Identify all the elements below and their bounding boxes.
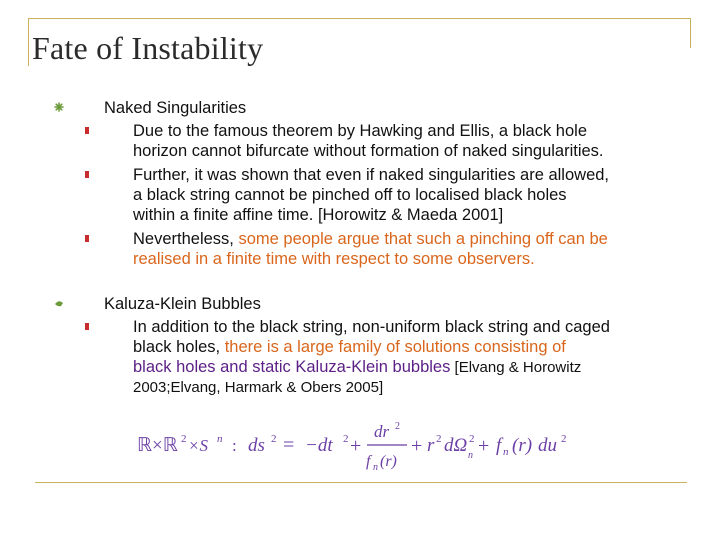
section-heading-kaluza-klein: Kaluza-Klein Bubbles xyxy=(104,295,261,313)
item-hawking-ellis xyxy=(133,121,604,161)
text-line: horizon cannot bifurcate without formation of naked singularities. xyxy=(133,142,604,160)
svg-text:2: 2 xyxy=(343,433,349,445)
formula-eq: = xyxy=(283,434,295,456)
text-emphasis: black holes and static Kaluza-Klein bubbles xyxy=(133,358,451,376)
citation: [Elvang & Horowitz xyxy=(450,359,582,376)
metric-formula xyxy=(135,418,595,478)
text-line: In addition to the black string, non-uniform black string and caged xyxy=(133,318,610,336)
formula-colon: : xyxy=(232,436,237,455)
svg-text:+: + xyxy=(411,435,423,457)
frame-right-rule xyxy=(690,18,691,48)
text-highlight: there is a large family of solutions consisting of xyxy=(224,338,566,356)
formula-plus: + xyxy=(350,435,362,457)
text-highlight: realised in a finite time with respect to some observers. xyxy=(133,250,535,268)
formula-sub: n xyxy=(373,462,378,473)
text-plain: Nevertheless, xyxy=(133,230,239,248)
svg-text:n: n xyxy=(503,446,509,458)
formula-r: (r) xyxy=(380,453,397,470)
text-line: within a finite affine time. [Horowitz & Maeda 2001] xyxy=(133,206,504,224)
frame-top-rule xyxy=(28,18,690,19)
formula-s: ×S xyxy=(188,436,208,455)
section-bullet-icon xyxy=(54,102,64,112)
citation: 2003;Elvang, Harmark & Obers 2005] xyxy=(133,379,384,396)
text-plain: black holes, xyxy=(133,338,225,356)
svg-text:f: f xyxy=(496,435,502,456)
svg-text:+: + xyxy=(478,435,490,457)
svg-text:2: 2 xyxy=(561,433,567,445)
formula-sup: n xyxy=(217,433,223,445)
formula-ds: ds xyxy=(248,435,265,456)
formula-dr: dr xyxy=(374,422,390,441)
slide-title: Fate of Instability xyxy=(32,30,264,66)
section-bullet-icon xyxy=(54,298,64,308)
text-highlight: some people argue that such a pinching off can be xyxy=(238,230,608,248)
sub-bullet-icon xyxy=(85,171,89,178)
sub-bullet-icon xyxy=(85,323,89,330)
svg-text:n: n xyxy=(468,450,473,461)
item-horowitz-maeda xyxy=(133,165,609,225)
sub-bullet-icon xyxy=(85,235,89,242)
svg-text:(r): (r) xyxy=(512,435,533,456)
formula-domega: dΩ xyxy=(444,435,468,456)
formula-lhs: ℝ×ℝ xyxy=(137,435,178,456)
frame-left-rule xyxy=(28,18,29,66)
text-line: a black string cannot be pinched off to localised black holes xyxy=(133,186,567,204)
formula-sup: 2 xyxy=(181,433,187,445)
svg-text:2: 2 xyxy=(271,433,277,445)
frame-bottom-rule xyxy=(35,482,687,483)
section-heading-naked-singularities: Naked Singularities xyxy=(104,99,247,117)
formula-dt: −dt xyxy=(305,435,333,456)
text-line: Due to the famous theorem by Hawking and Ellis, a black hole xyxy=(133,122,587,140)
item-kk-bubbles xyxy=(133,317,610,398)
svg-text:2: 2 xyxy=(436,433,442,445)
svg-text:2: 2 xyxy=(395,421,400,432)
svg-text:2: 2 xyxy=(469,433,475,445)
text-line: Further, it was shown that even if naked singularities are allowed, xyxy=(133,166,610,184)
sub-bullet-icon xyxy=(85,127,89,134)
item-nevertheless xyxy=(133,229,608,269)
formula-r2: r xyxy=(427,435,435,456)
formula-du: du xyxy=(538,435,557,456)
formula-fn: f xyxy=(366,453,371,470)
